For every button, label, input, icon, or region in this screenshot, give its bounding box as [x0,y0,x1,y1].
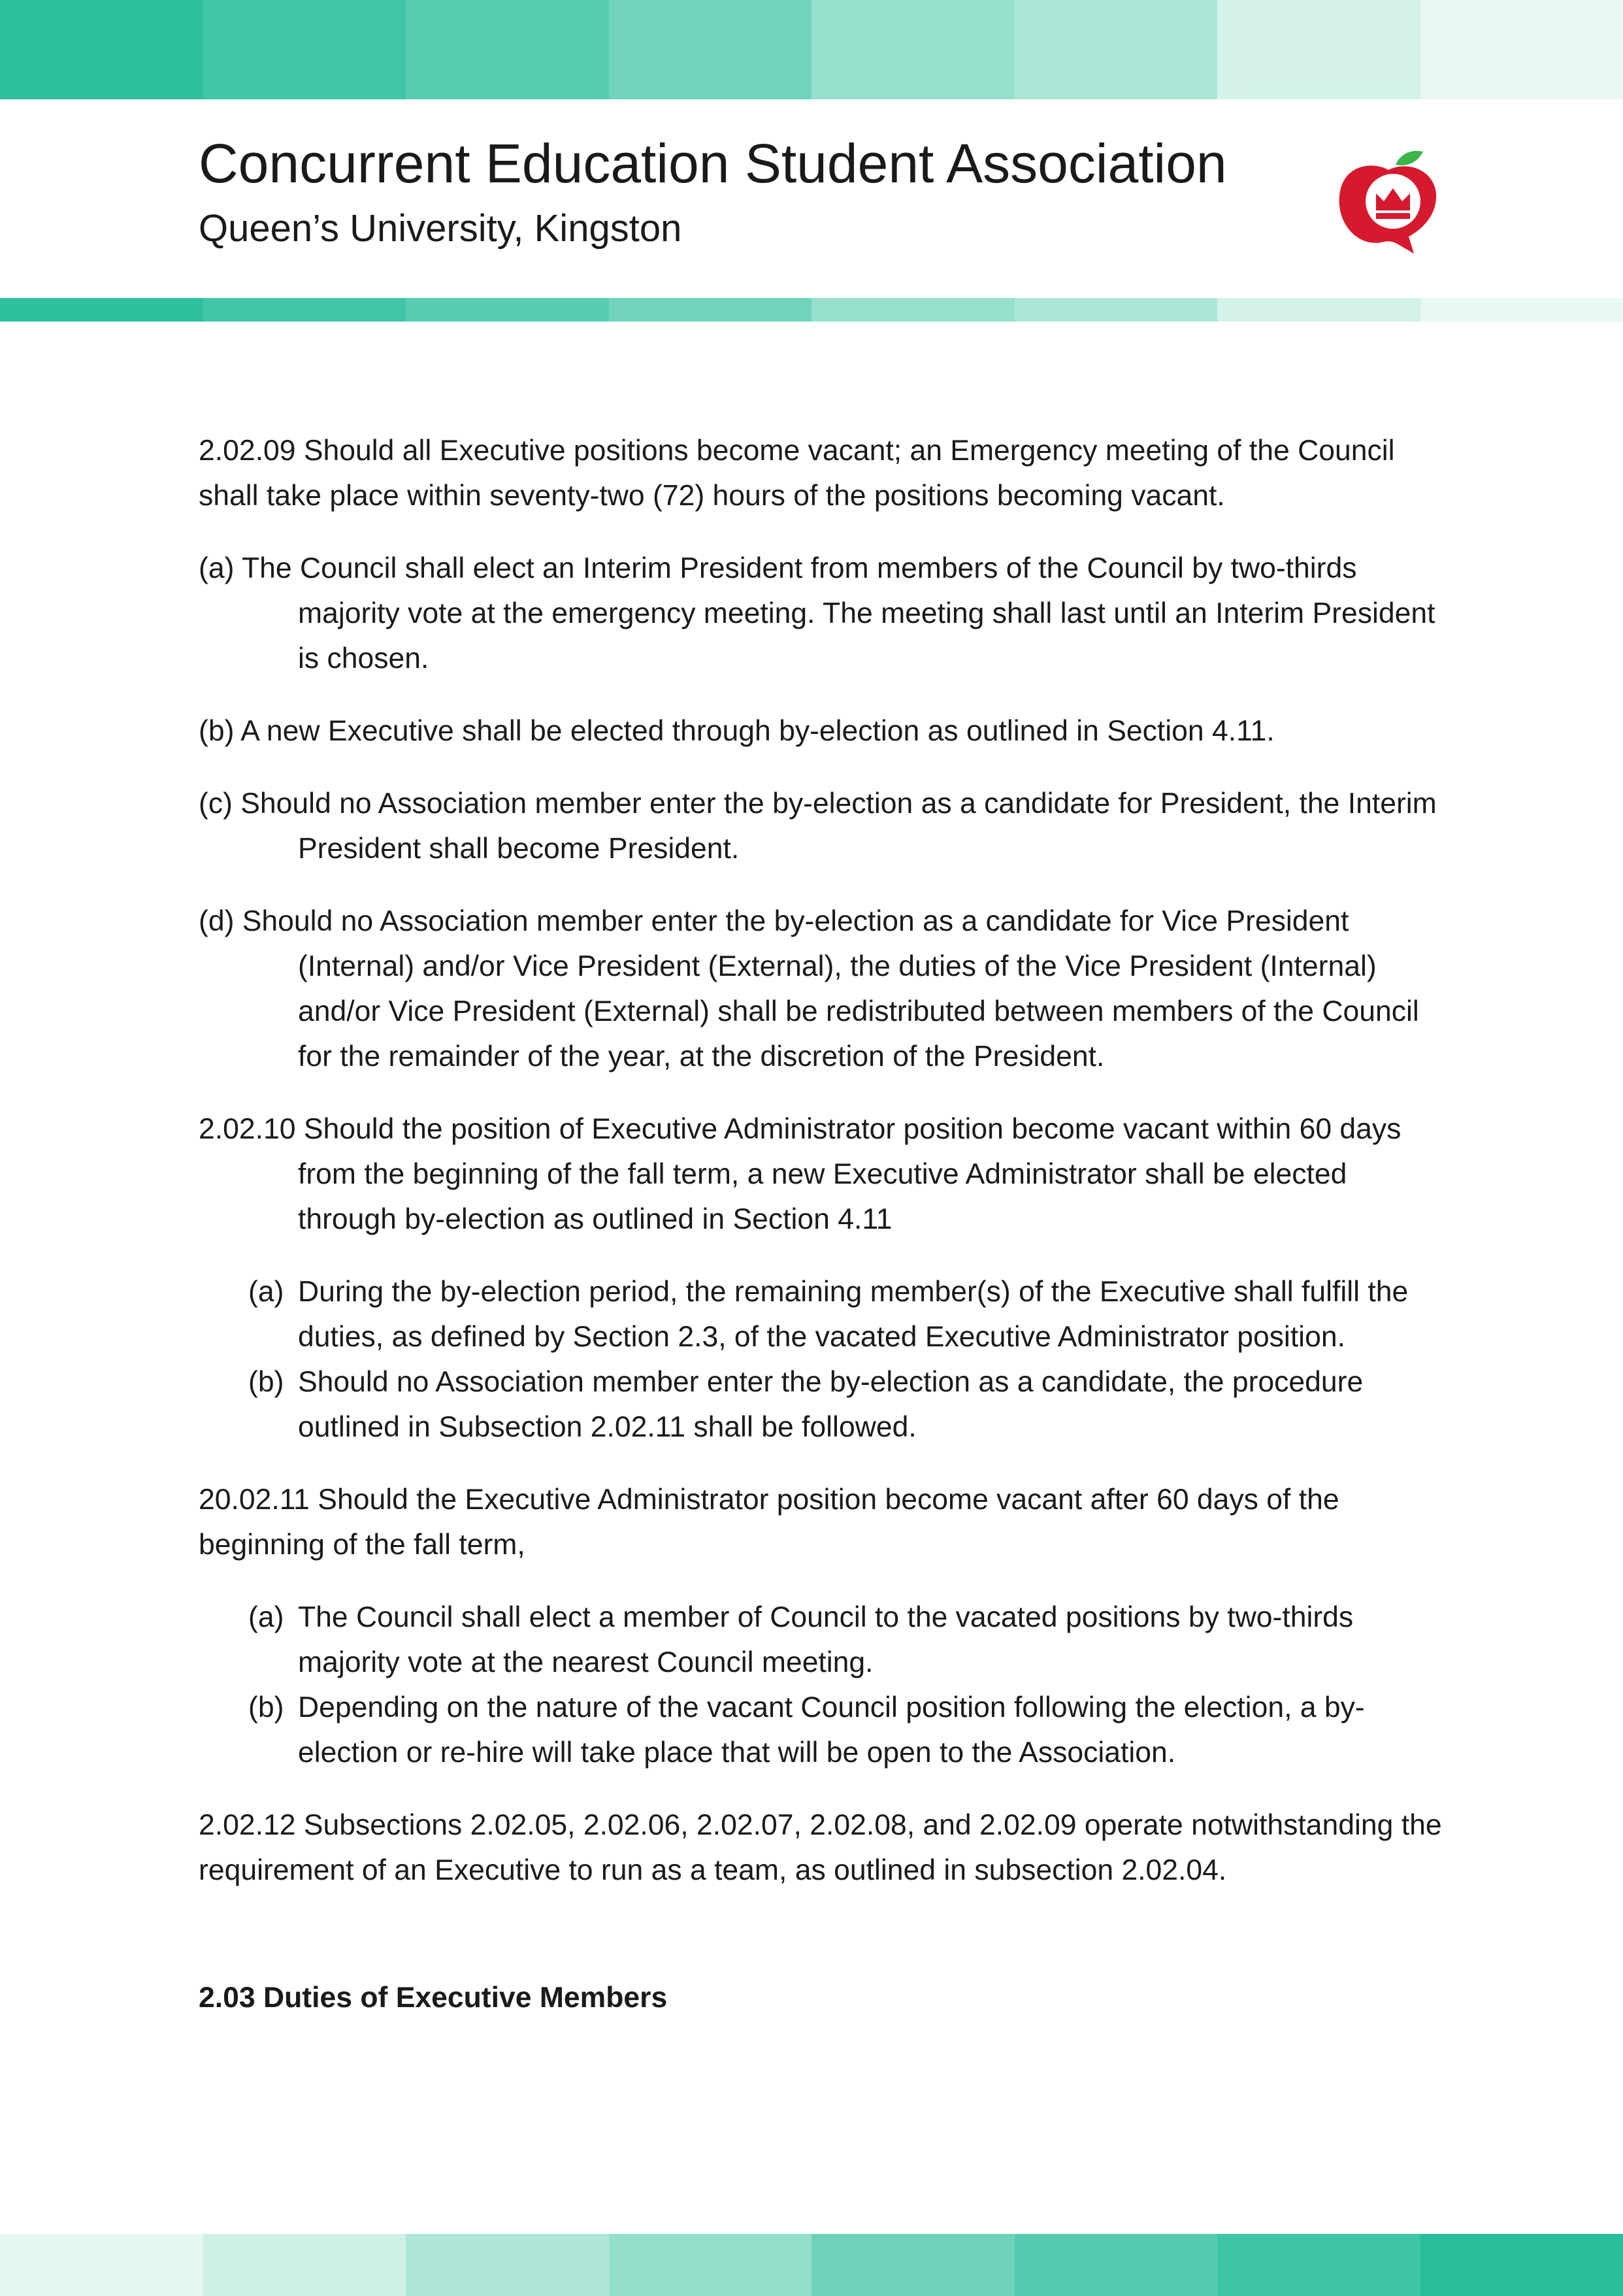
header-divider-band [0,298,1623,322]
bottom-band-segment [1015,2234,1218,2296]
top-band-segment [1015,0,1218,99]
list-item-text: During the by-election period, the remaining member(s) of the Executive shall fulfill the duties, as defined by Section 2.3, of the vacated Executive Administrator position. [298,1276,1409,1353]
top-band-segment [812,0,1015,99]
top-color-band [0,0,1623,99]
logo-crown-base [1376,213,1410,219]
header-divider-segment [812,298,1015,322]
header-divider-segment [406,298,609,322]
list-item-text: Depending on the nature of the vacant Council position following the election, a by-election or re-hire will take place that will be open to the Association. [298,1691,1365,1769]
top-band-segment [406,0,609,99]
section-2-02-09-item-a: (a) The Council shall elect an Interim President from members of the Council by two-thirds majority vote at the emergency meeting. The meeting shall last until an Interim President is chosen. [199,552,1435,674]
top-band-segment [1420,0,1623,99]
bottom-band-segment [203,2234,406,2296]
top-band-segment [609,0,812,99]
list-item-text: The Council shall elect a member of Council to the vacated positions by two-thirds majority vote at the nearest Council meeting. [298,1601,1354,1678]
header-divider-segment [203,298,406,322]
bottom-band-segment [609,2234,812,2296]
section-2-02-10-list [199,1269,1453,1450]
bottom-band-segment [406,2234,609,2296]
apple-crown-logo-icon [1333,145,1444,256]
section-2-02-11-list [199,1595,1453,1775]
section-2-02-10-intro: 2.02.10 Should the position of Executive Administrator position become vacant within 60 days from the beginning of the fall term, a new Executive Administrator shall be elected through by-election as outlined in Section 4.11 [199,1113,1402,1235]
document-body [199,428,1453,2048]
header-divider-segment [1420,298,1623,322]
section-2-02-10-item-a [199,1269,1453,1359]
header-divider-segment [1015,298,1218,322]
top-band-segment [0,0,203,99]
section-2-02-11-item-a [199,1595,1453,1685]
top-band-segment [1217,0,1420,99]
header-divider-segment [1217,298,1420,322]
list-item-label: (a) [248,1276,284,1308]
list-item-text: Should no Association member enter the by-election as a candidate, the procedure outlined in Subsection 2.02.11 shall be followed. [298,1366,1364,1443]
section-2-02-12-text: 2.02.12 Subsections 2.02.05, 2.02.06, 2.02.07, 2.02.08, and 2.02.09 operate notwithstanding the requirement of an Executive to run as a team, as outlined in subsection 2.02.04. [199,1809,1442,1886]
header-divider-segment [0,298,203,322]
bottom-band-segment [812,2234,1015,2296]
section-2-02-09-item-b: (b) A new Executive shall be elected through by-election as outlined in Section 4.11. [199,715,1275,747]
list-item-label: (b) [248,1691,284,1723]
section-2-02-09-intro: 2.02.09 Should all Executive positions become vacant; an Emergency meeting of the Council shall take place within seventy-two (72) hours of the positions becoming vacant. [199,435,1395,512]
bottom-band-segment [1420,2234,1623,2296]
bottom-band-segment [0,2234,203,2296]
logo-leaf [1396,151,1423,165]
header-divider-segment [609,298,812,322]
bottom-band-segment [1217,2234,1420,2296]
header-subtitle: Queen’s University, Kingston [199,207,682,250]
section-2-02-10-item-b [199,1359,1453,1450]
section-2-02-09-item-d: (d) Should no Association member enter the by-election as a candidate for Vice President (Internal) and/or Vice President (External), the duties of the Vice President (Internal) and/or Vice President (External) shall be redistributed between members of the Council for the remainder of the year, at the discretion of the President. [199,905,1419,1073]
list-item-label: (a) [248,1601,284,1633]
section-2-02-11-intro: 20.02.11 Should the Executive Administrator position become vacant after 60 days of the beginning of the fall term, [199,1484,1339,1561]
top-band-segment [203,0,406,99]
section-2-02-11-item-b [199,1685,1453,1775]
section-2-02-09-item-c: (c) Should no Association member enter the by-election as a candidate for President, the Interim President shall become President. [199,788,1437,865]
section-2-03-heading: 2.03 Duties of Executive Members [199,1982,668,2014]
list-item-label: (b) [248,1366,284,1398]
header-title: Concurrent Education Student Association [199,133,1227,194]
bottom-color-band [0,2234,1623,2296]
